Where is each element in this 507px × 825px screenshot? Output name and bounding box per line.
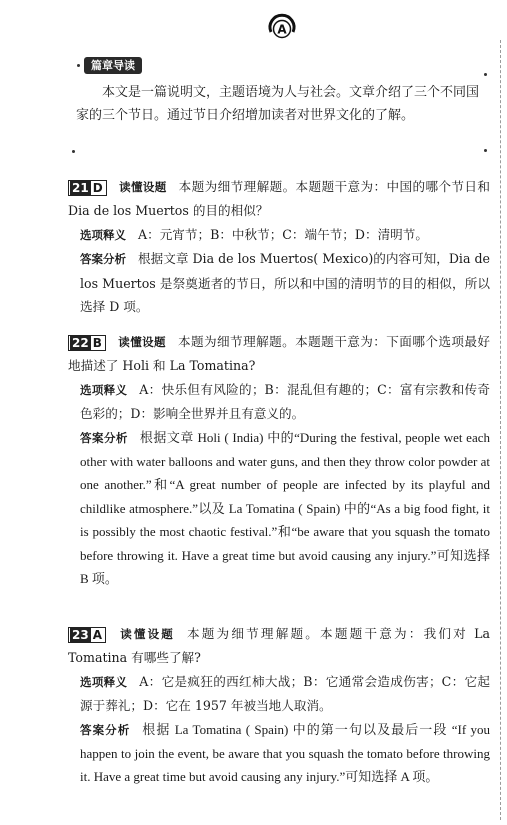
- logo-letter: A: [277, 22, 287, 37]
- corner-dot: [72, 150, 75, 153]
- intro-text: 本文是一篇说明文，主题语境为人与社会。文章介绍了三个不同国家的三个节日。通过节日介绍增加读者对世界文化的了解。: [76, 85, 480, 123]
- analysis-text: 根据 La Tomatina ( Spain) 中的第一句以及最后一段 “If you happen to join the event, be aware that you squash the tomato before throwing it. Have a great time but avoid causing any injury.”可知选择 A 项。: [80, 721, 490, 785]
- label-design: 读懂设题: [117, 335, 166, 349]
- design-text: 本题为细节理解题。本题题干意为：中国的哪个节日和 Dia de los Muertos 的目的相似？: [68, 179, 491, 219]
- label-design: 读懂设题: [118, 180, 167, 194]
- label-options: 选项释义: [80, 674, 128, 689]
- question-number-badge: 21 D: [68, 180, 107, 196]
- label-options: 选项释义: [80, 382, 128, 397]
- label-analysis: 答案分析: [80, 252, 127, 267]
- question-22: [68, 330, 490, 590]
- options-text: A：元宵节；B：中秋节；C：端午节；D：清明节。: [138, 226, 428, 242]
- label-options: 选项释义: [80, 227, 126, 242]
- page-edge-dashed-line: [500, 40, 501, 820]
- corner-dot: [77, 64, 80, 67]
- design-text: 本题为细节理解题。本题题干意为：下面哪个选项最好地描述了 Holi 和 La Tomatina?: [68, 334, 491, 374]
- label-design: 读懂设题: [118, 627, 175, 641]
- options-text: A：它是疯狂的西红柿大战；B：它通常会造成伤害；C：它起源于葬礼；D：它在 1957 年被当地人取消。: [80, 673, 490, 714]
- question-23: [68, 622, 490, 789]
- label-analysis: 答案分析: [80, 430, 128, 445]
- analysis-text: 根据文章 Dia de los Muertos( Mexico)的内容可知，Dia de los Muertos 是祭奠逝者的节日，所以和中国的清明节的目的相似，所以选择 D 项。: [80, 251, 490, 315]
- corner-dot: [484, 149, 487, 152]
- options-text: A：快乐但有风险的；B：混乱但有趣的；C：富有宗教和传奇色彩的；D：影响全世界并且有意义的。: [80, 381, 490, 422]
- label-analysis: 答案分析: [80, 722, 131, 737]
- design-text: 本题为细节理解题。本题题干意为：我们对 La Tomatina 有哪些了解?: [68, 626, 490, 666]
- question-21: [68, 175, 490, 318]
- analysis-text: 根据文章 Holi ( India) 中的“During the festival, people wet each other with water balloons and water guns, and then they throw color powder at one another.”和“A great number of people are infected by its playful and childlike atmosphere.”以及 La Tomatina ( Spain) 中的“As a big food fight, it is possibly the most chaotic festival.”和“be aware that you squash the tomato before throwing it. Have a great time but avoid causing any injury.”可知选择 B 项。: [80, 429, 490, 587]
- question-number-badge: 23 A: [68, 627, 106, 643]
- section-a-logo: [266, 12, 298, 44]
- corner-dot: [484, 73, 487, 76]
- intro-badge: 篇章导读: [84, 57, 142, 74]
- intro-text-block: [76, 81, 482, 127]
- question-number-badge: 22 B: [68, 335, 106, 351]
